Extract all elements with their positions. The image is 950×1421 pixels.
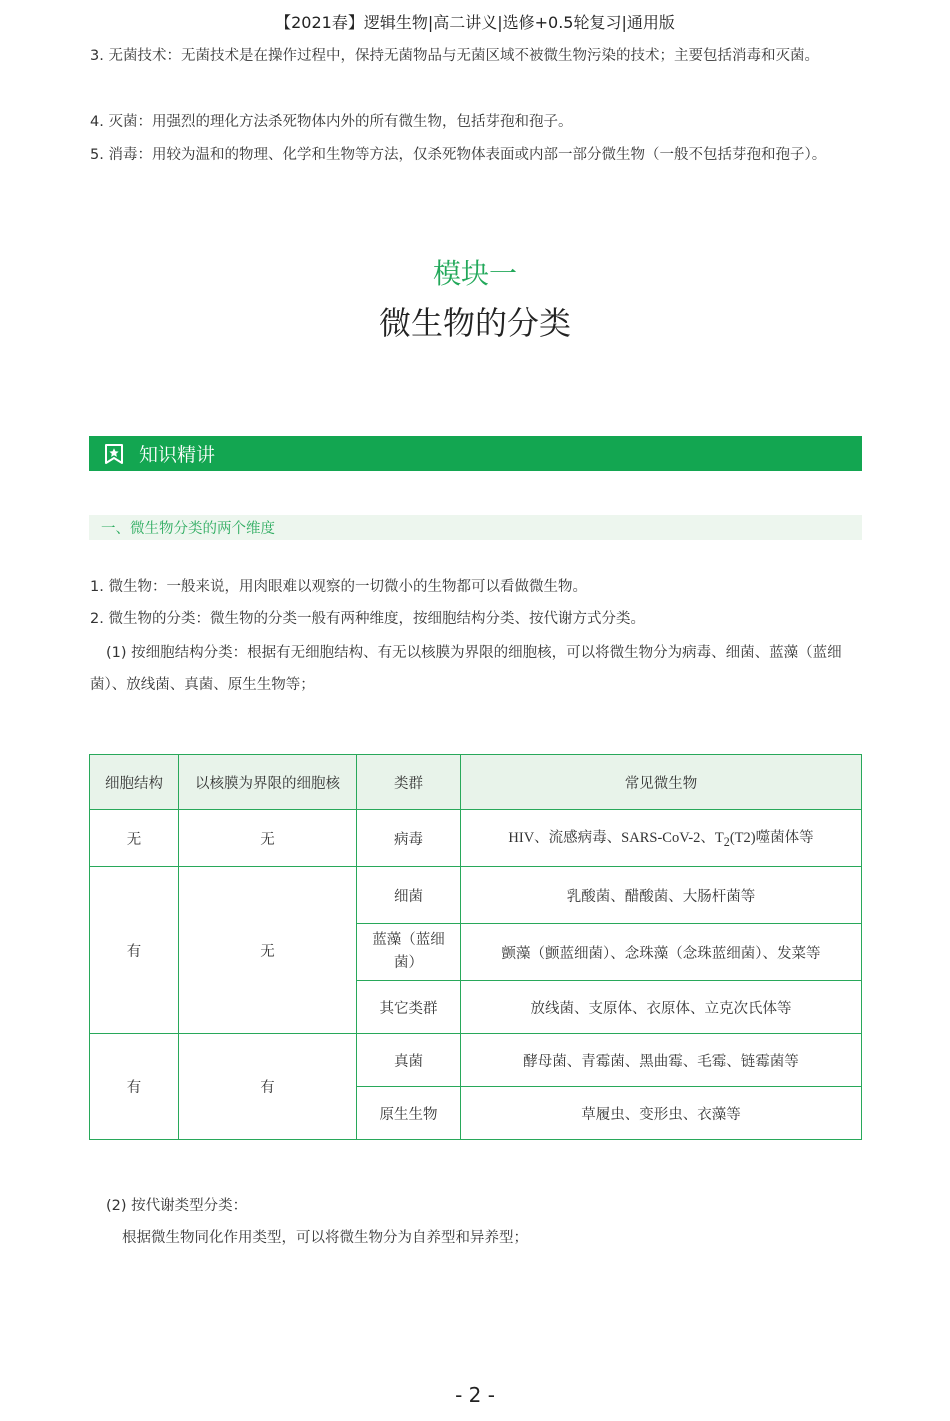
table-cell: 颤藻（颤蓝细菌）、念珠藻（念珠蓝细菌）、发菜等 [461,924,862,981]
table-cell: 原生生物 [357,1087,461,1140]
table-header-cell: 细胞结构 [90,755,179,810]
paragraph-sterilization: 4. 灭菌：用强烈的理化方法杀死物体内外的所有微生物，包括芽孢和孢子。 [90,114,573,130]
table-header-row [90,755,862,810]
module-label: 模块一 [432,257,517,290]
table-cell: 有 [90,1034,179,1140]
table-cell: 有 [179,1034,357,1140]
table-cell: 无 [179,810,357,867]
virus-examples-text: HIV、流感病毒、SARS-CoV-2、T [508,830,724,847]
subheading-text: 一、微生物分类的两个维度 [101,521,275,537]
bookmark-star-icon [103,443,125,465]
table-cell-virus-examples [461,810,862,867]
table-cell: 放线菌、支原体、衣原体、立克次氏体等 [461,981,862,1034]
table-cell: 乳酸菌、醋酸菌、大肠杆菌等 [461,867,862,924]
table-row-virus [90,810,862,867]
document-header: 【2021春】逻辑生物|高二讲义|选修+0.5轮复习|通用版 [275,13,675,32]
subheading-bar [89,515,862,540]
table-header-cell: 类群 [357,755,461,810]
table-cell: 酵母菌、青霉菌、黑曲霉、毛霉、链霉菌等 [461,1034,862,1087]
paragraph-metabolism-classification: (2) 按代谢类型分类： [106,1198,248,1214]
paragraph-assimilation-types: 根据微生物同化作用类型，可以将微生物分为自养型和异养型； [122,1230,528,1246]
page-number: - 2 - [455,1383,495,1407]
table-cell [357,924,461,981]
section-bar [89,436,862,471]
paragraph-classification: 2. 微生物的分类：微生物的分类一般有两种维度，按细胞结构分类、按代谢方式分类。 [90,611,645,627]
classification-table [89,754,862,1140]
paragraph-disinfection: 5. 消毒：用较为温和的物理、化学和生物等方法，仅杀死物体表面或内部一部分微生物（一般不包括芽孢和孢子）。 [90,147,827,163]
section-title: 知识精讲 [139,444,216,466]
table-row [90,1034,862,1087]
module-title: 微生物的分类 [378,304,571,342]
table-cell: 有 [90,867,179,1034]
paragraph-cell-structure-classification: (1) 按细胞结构分类：根据有无细胞结构、有无以核膜为界限的细胞核，可以将微生物分为病毒、细菌、蓝藻（蓝细菌）、放线菌、真菌、原生生物等； [90,645,842,693]
paragraph-microbe-definition: 1. 微生物：一般来说，用肉眼难以观察的一切微小的生物都可以看做微生物。 [90,579,587,595]
virus-examples-suffix: (T2)噬菌体等 [729,830,814,847]
table-cell: 无 [179,867,357,1034]
table-cell: 无 [90,810,179,867]
table-row [90,867,862,924]
table-cell: 真菌 [357,1034,461,1087]
subscript-2: 2 [723,834,730,849]
group-name: 蓝藻（蓝细菌） [372,932,445,971]
table-header-cell: 常见微生物 [461,755,862,810]
table-header-cell: 以核膜为界限的细胞核 [179,755,357,810]
paragraph-aseptic-technique: 3. 无菌技术：无菌技术是在操作过程中，保持无菌物品与无菌区域不被微生物污染的技术；主要包括消毒和灭菌。 [90,48,819,64]
table-cell: 其它类群 [357,981,461,1034]
table-cell: 病毒 [357,810,461,867]
table-cell: 草履虫、变形虫、衣藻等 [461,1087,862,1140]
table-cell: 细菌 [357,867,461,924]
